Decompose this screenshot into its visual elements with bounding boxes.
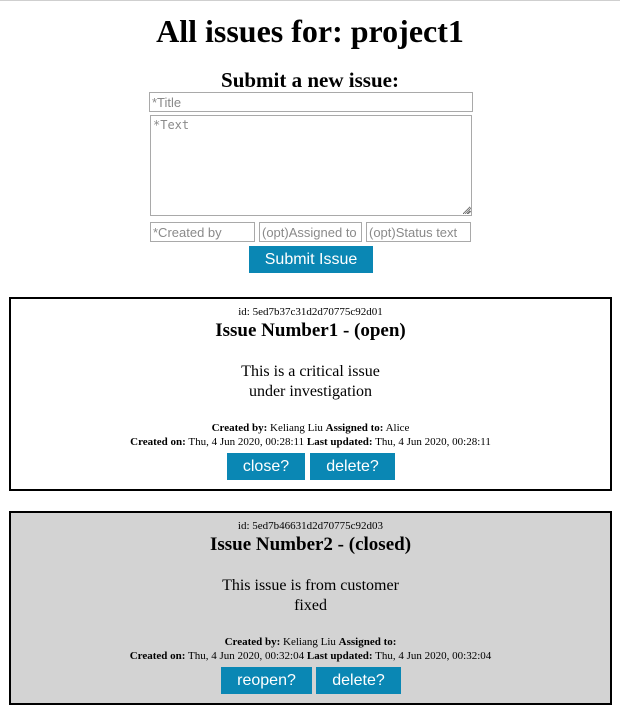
reopen-issue-button[interactable]: reopen? xyxy=(221,667,312,694)
issue-text-line: This issue is from customer xyxy=(222,577,399,594)
delete-issue-button[interactable]: delete? xyxy=(316,667,401,694)
form-title: Submit a new issue: xyxy=(221,68,399,92)
page-title: All issues for: project1 xyxy=(156,13,464,49)
created-by-label: Created by: xyxy=(211,422,268,434)
issue-text-line: This is a critical issue xyxy=(241,363,380,380)
created-on-label: Created on: xyxy=(129,650,186,662)
close-issue-button[interactable]: close? xyxy=(227,453,305,480)
issue-title: Issue Number1 - (open) xyxy=(215,320,406,341)
issue-title: Issue Number2 - (closed) xyxy=(209,534,412,555)
submit-issue-button[interactable]: Submit Issue xyxy=(249,246,373,273)
status-text-input[interactable] xyxy=(366,222,471,242)
created-on-label: Created on: xyxy=(130,436,186,448)
issue-text xyxy=(11,362,610,402)
issue-card xyxy=(9,297,612,491)
issue-meta-dates xyxy=(11,435,610,449)
last-updated-label: Last updated: xyxy=(306,436,373,448)
issue-meta-people xyxy=(11,635,610,649)
assigned-to-label: Assigned to: xyxy=(325,422,384,434)
created-by-value: Keliang Liu xyxy=(270,422,323,434)
delete-issue-button[interactable]: delete? xyxy=(310,453,395,480)
text-input[interactable] xyxy=(150,115,472,216)
created-by-input[interactable] xyxy=(150,222,255,242)
assigned-to-input[interactable] xyxy=(259,222,362,242)
issue-id: id: 5ed7b46631d2d70775c92d03 xyxy=(237,520,384,532)
top-divider xyxy=(0,0,620,1)
last-updated-label: Last updated: xyxy=(306,650,373,662)
created-on-value: Thu, 4 Jun 2020, 00:32:04 xyxy=(188,650,305,662)
created-on-value: Thu, 4 Jun 2020, 00:28:11 xyxy=(188,436,305,448)
title-input[interactable] xyxy=(149,92,473,112)
issue-card xyxy=(9,511,612,705)
issue-meta-dates xyxy=(11,649,610,663)
issue-id: id: 5ed7b37c31d2d70775c92d01 xyxy=(238,306,383,318)
issue-text xyxy=(11,576,610,616)
issue-text-line: under investigation xyxy=(248,383,373,400)
issue-text-line: fixed xyxy=(294,597,327,614)
assigned-to-value: Alice xyxy=(385,422,410,434)
issue-meta-people xyxy=(11,421,610,435)
last-updated-value: Thu, 4 Jun 2020, 00:32:04 xyxy=(375,650,492,662)
created-by-value: Keliang Liu xyxy=(283,636,336,648)
created-by-label: Created by: xyxy=(224,636,281,648)
assigned-to-label: Assigned to: xyxy=(338,636,397,648)
last-updated-value: Thu, 4 Jun 2020, 00:28:11 xyxy=(375,436,491,448)
